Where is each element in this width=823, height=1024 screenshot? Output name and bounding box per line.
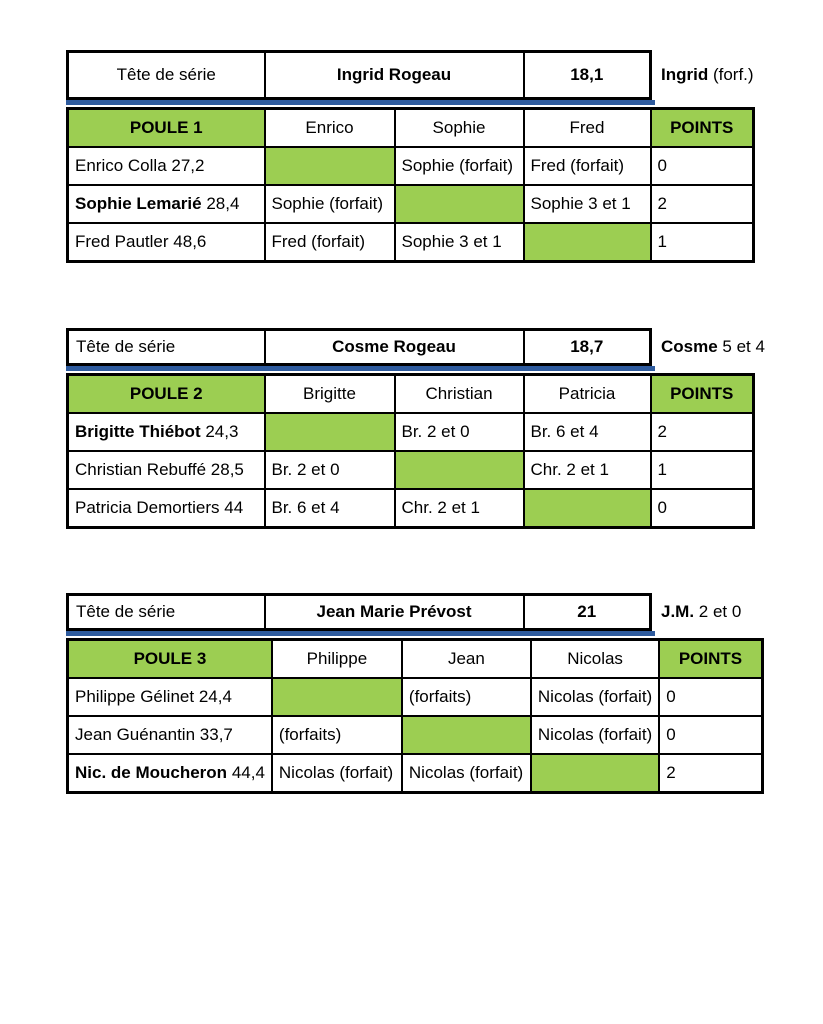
player-cell (68, 413, 265, 451)
player-cell (68, 754, 272, 793)
player-cell (68, 489, 265, 528)
pool-title-cell: POULE 1 (68, 109, 265, 148)
player-name: Philippe Gélinet (75, 687, 195, 706)
result-cell: Br. 6 et 4 (524, 413, 651, 451)
seed-header-row (66, 593, 823, 631)
player-handicap: 44,4 (231, 763, 265, 782)
result-cell: Nicolas (forfait) (272, 754, 402, 793)
seed-table (66, 50, 652, 100)
points-header-cell: POINTS (651, 375, 754, 414)
seed-score-cell: 18,1 (524, 52, 651, 99)
player-handicap: 28,5 (210, 460, 244, 479)
column-header: Christian (395, 375, 524, 414)
seed-result-note (661, 65, 754, 85)
seed-result-note-rest: 5 et 4 (717, 337, 765, 356)
player-cell (68, 147, 265, 185)
pool-2-section (66, 328, 823, 529)
result-cell: Nicolas (forfait) (402, 754, 531, 793)
result-cell: Sophie 3 et 1 (395, 223, 524, 262)
self-cell (265, 147, 395, 185)
column-header: Enrico (265, 109, 395, 148)
table-row (68, 185, 754, 223)
player-name: Brigitte Thiébot (75, 422, 201, 441)
seed-table (66, 328, 652, 366)
pool-table (66, 373, 755, 529)
points-header-cell: POINTS (659, 640, 762, 679)
pool-1-section (66, 50, 823, 263)
points-cell: 2 (659, 754, 762, 793)
table-row (68, 678, 763, 716)
seed-name-cell: Jean Marie Prévost (265, 595, 524, 630)
self-cell (531, 754, 659, 793)
player-name: Christian Rebuffé (75, 460, 207, 479)
points-cell: 0 (651, 489, 754, 528)
seed-header-row (66, 328, 823, 366)
self-cell (272, 678, 402, 716)
seed-header-row (66, 50, 823, 100)
points-cell: 1 (651, 223, 754, 262)
player-handicap: 48,6 (173, 232, 207, 251)
pool-title-cell: POULE 2 (68, 375, 265, 414)
divider-bar (66, 366, 655, 371)
seed-result-note-bold: J.M. (661, 602, 695, 621)
seed-result-note-rest: 2 et 0 (694, 602, 742, 621)
column-header: Brigitte (265, 375, 395, 414)
player-handicap: 28,4 (206, 194, 240, 213)
seed-score-cell: 18,7 (524, 330, 651, 365)
self-cell (402, 716, 531, 754)
pool-3-section (66, 593, 823, 794)
player-cell (68, 716, 272, 754)
column-header: Fred (524, 109, 651, 148)
seed-label-cell: Tête de série (68, 52, 265, 99)
seed-result-note (661, 337, 765, 357)
self-cell (524, 489, 651, 528)
table-row (68, 489, 754, 528)
result-cell: Fred (forfait) (524, 147, 651, 185)
player-name: Fred Pautler (75, 232, 169, 251)
result-cell: Chr. 2 et 1 (395, 489, 524, 528)
pool-title-cell: POULE 3 (68, 640, 272, 679)
player-handicap: 33,7 (199, 725, 233, 744)
points-cell: 2 (651, 413, 754, 451)
result-cell: Br. 2 et 0 (395, 413, 524, 451)
result-cell: (forfaits) (272, 716, 402, 754)
result-cell: Nicolas (forfait) (531, 678, 659, 716)
self-cell (395, 185, 524, 223)
points-cell: 0 (659, 678, 762, 716)
column-header: Sophie (395, 109, 524, 148)
player-name: Nic. de Moucheron (75, 763, 228, 782)
player-cell (68, 678, 272, 716)
column-header: Nicolas (531, 640, 659, 679)
table-row (68, 147, 754, 185)
pool-table (66, 638, 764, 794)
points-header-cell: POINTS (651, 109, 754, 148)
seed-result-note-bold: Ingrid (661, 65, 709, 84)
table-row (68, 451, 754, 489)
seed-name-cell: Ingrid Rogeau (265, 52, 524, 99)
seed-name-cell: Cosme Rogeau (265, 330, 524, 365)
points-cell: 0 (651, 147, 754, 185)
player-name: Enrico Colla (75, 156, 167, 175)
result-cell: Sophie 3 et 1 (524, 185, 651, 223)
points-cell: 1 (651, 451, 754, 489)
result-cell: Chr. 2 et 1 (524, 451, 651, 489)
column-header: Philippe (272, 640, 402, 679)
self-cell (395, 451, 524, 489)
seed-table (66, 593, 652, 631)
result-cell: Fred (forfait) (265, 223, 395, 262)
result-cell: Sophie (forfait) (395, 147, 524, 185)
result-cell: Nicolas (forfait) (531, 716, 659, 754)
seed-label-cell: Tête de série (68, 330, 265, 365)
table-row (68, 754, 763, 793)
player-handicap: 24,4 (198, 687, 232, 706)
column-header: Patricia (524, 375, 651, 414)
player-name: Jean Guénantin (75, 725, 196, 744)
divider-bar (66, 631, 655, 636)
column-header: Jean (402, 640, 531, 679)
player-cell (68, 223, 265, 262)
divider-bar (66, 100, 655, 105)
seed-score-cell: 21 (524, 595, 651, 630)
self-cell (524, 223, 651, 262)
result-cell: Br. 2 et 0 (265, 451, 395, 489)
player-handicap: 27,2 (171, 156, 205, 175)
seed-label-cell: Tête de série (68, 595, 265, 630)
table-row (68, 223, 754, 262)
result-cell: (forfaits) (402, 678, 531, 716)
result-cell: Sophie (forfait) (265, 185, 395, 223)
points-cell: 0 (659, 716, 762, 754)
table-row (68, 716, 763, 754)
player-name: Sophie Lemarié (75, 194, 202, 213)
points-cell: 2 (651, 185, 754, 223)
player-cell (68, 185, 265, 223)
player-cell (68, 451, 265, 489)
player-handicap: 24,3 (205, 422, 239, 441)
self-cell (265, 413, 395, 451)
player-handicap: 44 (224, 498, 244, 517)
result-cell: Br. 6 et 4 (265, 489, 395, 528)
seed-result-note-rest: (forf.) (708, 65, 754, 84)
player-name: Patricia Demortiers (75, 498, 220, 517)
seed-result-note (661, 602, 741, 622)
seed-result-note-bold: Cosme (661, 337, 718, 356)
pool-table (66, 107, 755, 263)
table-row (68, 413, 754, 451)
